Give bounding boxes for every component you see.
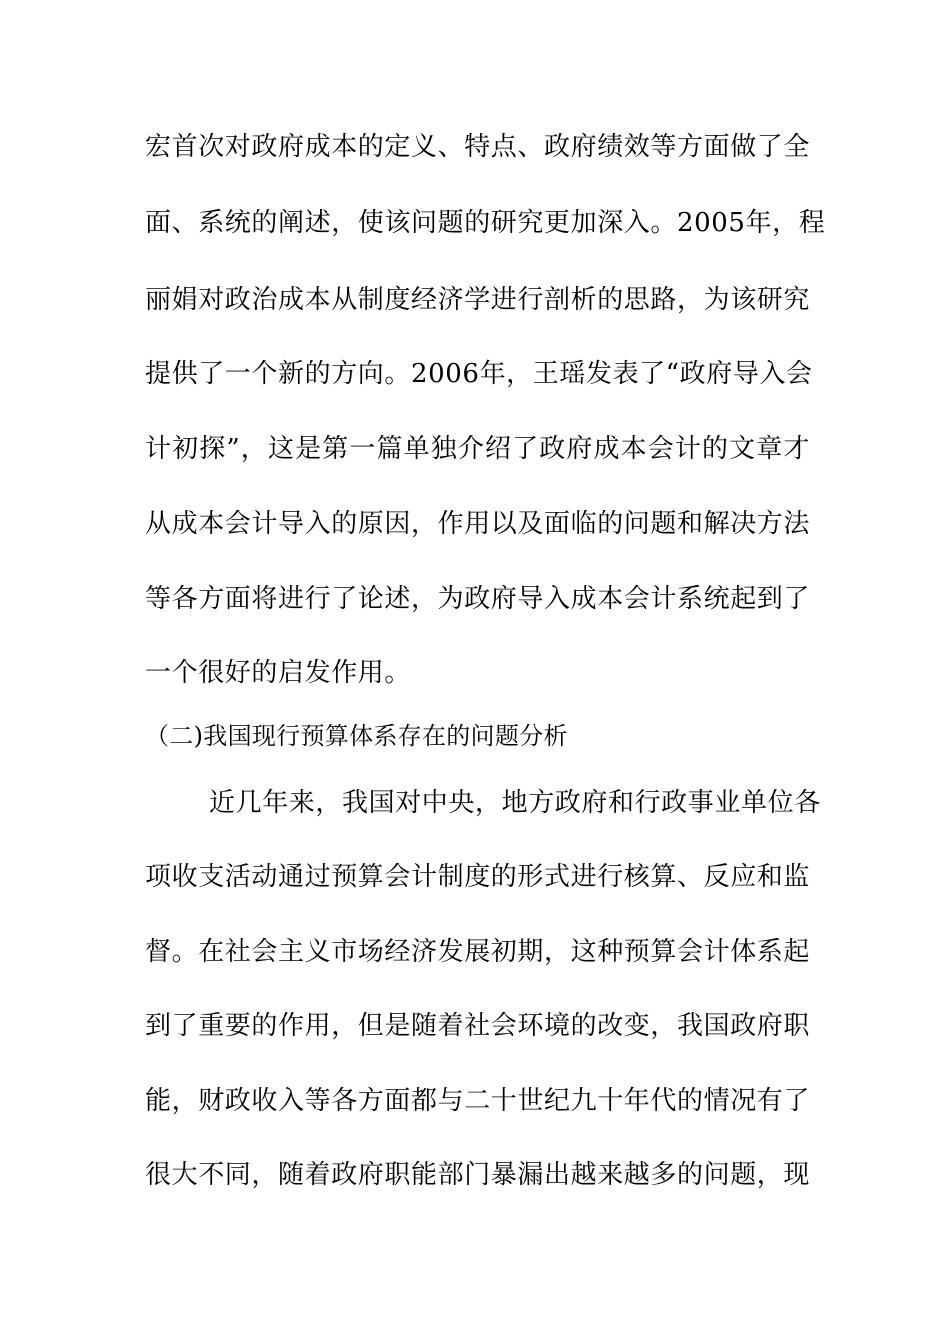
paragraph-2-line-1: 近几年来，我国对中央，地方政府和行政事业单位各 — [209, 788, 821, 818]
paragraph-2-line-6: 很大不同，随着政府职能部门暴漏出越来越多的问题，现 — [145, 1160, 811, 1190]
paragraph-1-line-4: 提供了一个新的方向。2006年，王瑶发表了“政府导入会 — [145, 359, 813, 389]
paragraph-1-line-8: 一个很好的启发作用。 — [145, 658, 412, 688]
paragraph-1-line-6: 从成本会计导入的原因，作用以及面临的问题和解决方法 — [145, 509, 811, 539]
paragraph-2-line-2: 项收支活动通过预算会计制度的形式进行核算、反应和监 — [145, 862, 811, 892]
paragraph-1-line-7: 等各方面将进行了论述，为政府导入成本会计系统起到了 — [145, 584, 811, 614]
paragraph-2-line-3: 督。在社会主义市场经济发展初期，这种预算会计体系起 — [145, 937, 811, 967]
paragraph-1-line-3: 丽娟对政治成本从制度经济学进行剖析的思路，为该研究 — [145, 285, 811, 315]
paragraph-1-line-2: 面、系统的阐述，使该问题的研究更加深入。2005年，程 — [145, 208, 826, 238]
paragraph-1-line-1: 宏首次对政府成本的定义、特点、政府绩效等方面做了全 — [145, 132, 811, 162]
paragraph-1-line-5: 计初探”，这是第一篇单独介绍了政府成本会计的文章才 — [145, 434, 810, 464]
section-heading: （二)我国现行预算体系存在的问题分析 — [145, 722, 568, 750]
paragraph-2-line-4: 到了重要的作用，但是随着社会环境的改变，我国政府职 — [145, 1011, 811, 1041]
paragraph-2-line-5: 能，财政收入等各方面都与二十世纪九十年代的情况有了 — [145, 1086, 811, 1116]
